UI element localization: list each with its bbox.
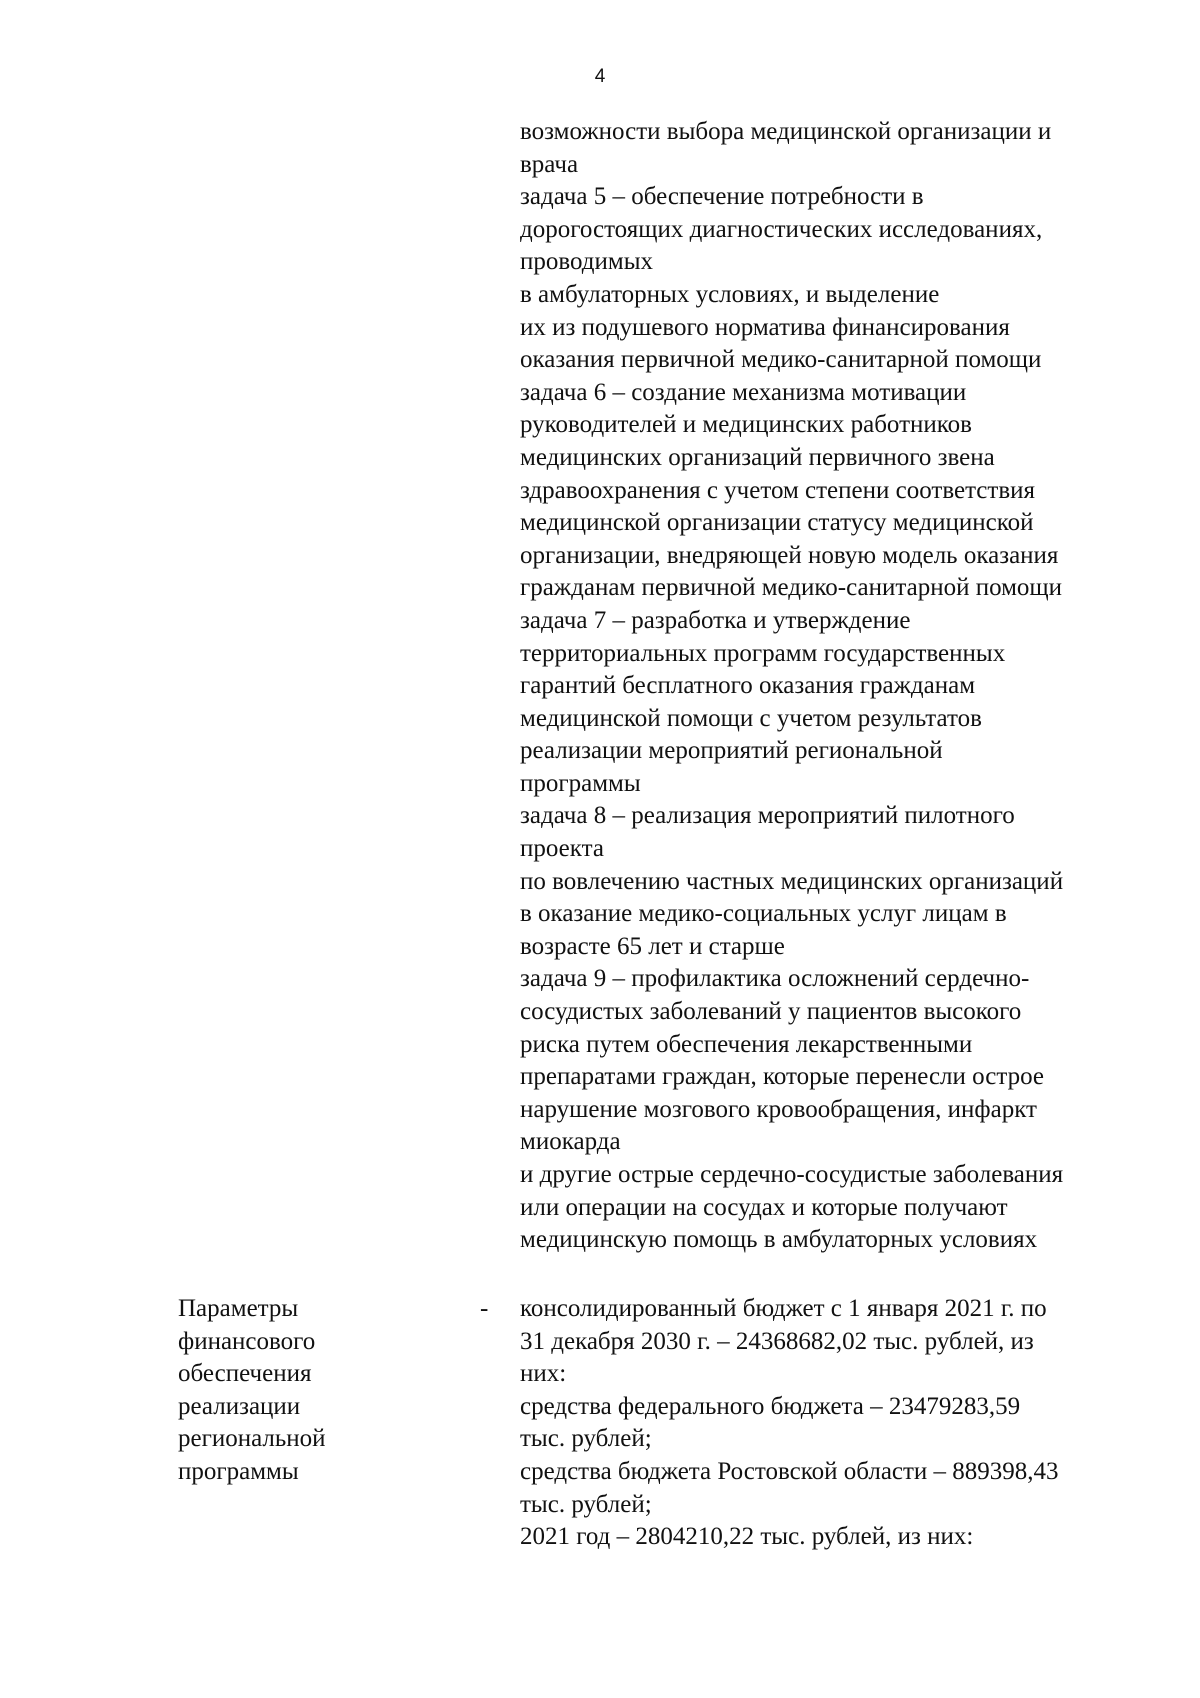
text-line: проекта <box>520 835 604 863</box>
text-line: препаратами граждан, которые перенесли острое <box>520 1063 1044 1091</box>
text-line: врача <box>520 150 579 178</box>
text-line: риска путем обеспечения лекарственными <box>520 1030 973 1058</box>
text-line: возможности выбора медицинской организации и <box>520 118 1052 145</box>
text-line: нарушение мозгового кровообращения, инфаркт <box>520 1095 1037 1123</box>
text-line: дорогостоящих диагностических исследованиях, <box>520 215 1043 243</box>
text-line: проводимых <box>520 248 654 276</box>
label-line: программы <box>178 1457 299 1485</box>
text-line: реализации мероприятий региональной <box>520 737 943 765</box>
text-line: в оказание медико-социальных услуг лицам в <box>520 900 1007 928</box>
text-line: консолидированный бюджет с 1 января 2021 г. по <box>520 1295 1047 1322</box>
text-line: сосудистых заболеваний у пациентов высокого <box>520 998 1022 1026</box>
text-line: возрасте 65 лет и старше <box>520 932 785 960</box>
text-line: них: <box>520 1360 567 1388</box>
label-line: Параметры <box>178 1295 299 1322</box>
text-line: или операции на сосудах и которые получают <box>520 1193 1008 1221</box>
tasks-text-block <box>520 116 1150 1257</box>
text-line: миокарда <box>520 1128 621 1156</box>
text-line: по вовлечению частных медицинских организаций <box>520 867 1064 895</box>
text-line: в амбулаторных условиях, и выделение <box>520 280 940 308</box>
financing-value <box>520 1293 1150 1554</box>
text-line: задача 5 – обеспечение потребности в <box>520 183 924 211</box>
label-line: реализации <box>178 1392 301 1420</box>
text-line: гарантий бесплатного оказания гражданам <box>520 672 976 700</box>
separator-dash: - <box>480 1295 489 1322</box>
text-line: территориальных программ государственных <box>520 639 1006 667</box>
financing-label <box>178 1293 438 1489</box>
text-line: средства федерального бюджета – 23479283,59 <box>520 1392 1021 1420</box>
text-line: медицинской организации статусу медицинской <box>520 509 1034 537</box>
label-line: обеспечения <box>178 1360 312 1388</box>
page-number: 4 <box>594 66 606 87</box>
text-line: тыс. рублей; <box>520 1425 652 1453</box>
text-line: здравоохранения с учетом степени соответствия <box>520 476 1036 504</box>
text-line: программы <box>520 769 641 797</box>
label-line: финансового <box>178 1327 316 1355</box>
text-line: задача 8 – реализация мероприятий пилотного <box>520 802 1015 830</box>
text-line: медицинскую помощь в амбулаторных условиях <box>520 1226 1038 1254</box>
text-line: и другие острые сердечно-сосудистые заболевания <box>520 1161 1064 1188</box>
text-line: тыс. рублей; <box>520 1490 652 1518</box>
text-line: задача 6 – создание механизма мотивации <box>520 378 967 406</box>
text-line: задача 9 – профилактика осложнений сердечно- <box>520 965 1030 993</box>
text-line: задача 7 – разработка и утверждение <box>520 606 911 634</box>
text-line: руководителей и медицинских работников <box>520 411 972 439</box>
text-line: медицинской помощи с учетом результатов <box>520 704 982 732</box>
text-line: их из подушевого норматива финансирования <box>520 313 1010 341</box>
text-line: медицинских организаций первичного звена <box>520 443 995 471</box>
text-line: 2021 год – 2804210,22 тыс. рублей, из них: <box>520 1523 974 1551</box>
text-line: организации, внедряющей новую модель оказания <box>520 541 1059 569</box>
label-line: региональной <box>178 1425 326 1453</box>
text-line: оказания первичной медико-санитарной помощи <box>520 346 1042 374</box>
text-line: средства бюджета Ростовской области – 889398,43 <box>520 1457 1059 1485</box>
text-line: 31 декабря 2030 г. – 24368682,02 тыс. рублей, из <box>520 1327 1034 1355</box>
text-line: гражданам первичной медико-санитарной помощи <box>520 574 1063 602</box>
